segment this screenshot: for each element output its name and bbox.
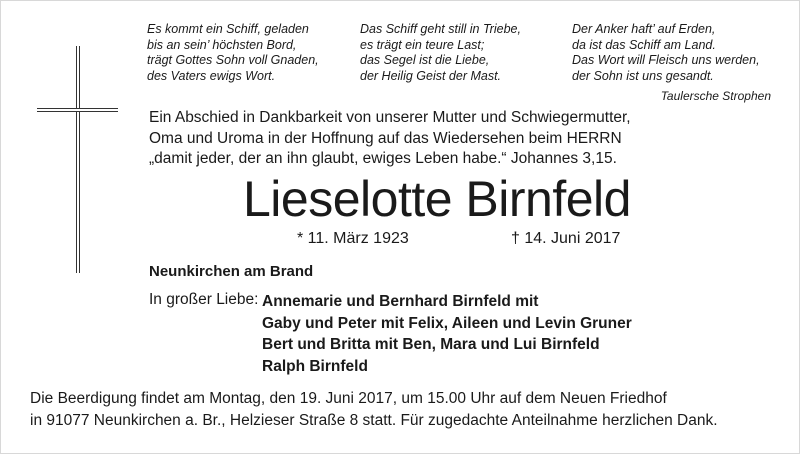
funeral-line: Die Beerdigung findet am Montag, den 19. Juni 2017, um 15.00 Uhr auf dem Neuen Friedhof xyxy=(30,390,667,407)
mourner-line: Ralph Birnfeld xyxy=(262,357,368,375)
poem-line: Das Schiff geht still in Triebe, xyxy=(360,22,521,36)
intro-line: „damit jeder, der an ihn glaubt, ewiges Leben habe.“ Johannes 3,15. xyxy=(149,150,617,167)
mourner-line: Gaby und Peter mit Felix, Aileen und Levin Gruner xyxy=(262,314,632,332)
poem-line: Der Anker haft’ auf Erden, xyxy=(572,22,716,36)
mourners-list xyxy=(262,291,632,377)
poem-line: Das Wort will Fleisch uns werden, xyxy=(572,53,760,67)
poem-line: des Vaters ewigs Wort. xyxy=(147,68,276,83)
poem-verse-1 xyxy=(147,22,319,84)
poem-line: da ist das Schiff am Land. xyxy=(572,37,716,52)
cross-vertical-beam xyxy=(76,46,80,273)
funeral-line: in 91077 Neunkirchen a. Br., Helzieser Straße 8 statt. Für zugedachte Anteilnahme herzlichen Dank. xyxy=(30,411,718,429)
poem-line: Es kommt ein Schiff, geladen xyxy=(147,22,309,36)
poem-line: trägt Gottes Sohn voll Gnaden, xyxy=(147,53,319,67)
intro-line: Ein Abschied in Dankbarkeit von unserer Mutter und Schwiegermutter, xyxy=(149,109,631,126)
mourner-line: Annemarie und Bernhard Birnfeld mit xyxy=(262,293,539,310)
deceased-name: Lieselotte Birnfeld xyxy=(243,171,631,227)
birth-date: * 11. März 1923 xyxy=(297,230,409,247)
funeral-notice xyxy=(30,388,718,431)
poem-verse-3 xyxy=(572,22,760,84)
intro-text xyxy=(149,108,631,170)
poem-source: Taulersche Strophen xyxy=(660,89,771,103)
mourners-label: In großer Liebe: xyxy=(149,291,259,308)
mourner-line: Bert und Britta mit Ben, Mara und Lui Birnfeld xyxy=(262,336,600,353)
poem-verse-2 xyxy=(360,22,521,84)
poem-line: das Segel ist die Liebe, xyxy=(360,53,490,67)
cross-horizontal-beam xyxy=(37,108,118,112)
residence-place: Neunkirchen am Brand xyxy=(149,263,314,280)
poem-line: bis an sein’ höchsten Bord, xyxy=(147,37,297,52)
intro-line: Oma und Uroma in der Hoffnung auf das Wiedersehen beim HERRN xyxy=(149,129,622,147)
death-date: † 14. Juni 2017 xyxy=(511,230,621,247)
poem-line: der Sohn ist uns gesandt. xyxy=(572,68,714,83)
poem-line: es trägt ein teure Last; xyxy=(360,37,485,52)
poem-line: der Heilig Geist der Mast. xyxy=(360,68,502,83)
